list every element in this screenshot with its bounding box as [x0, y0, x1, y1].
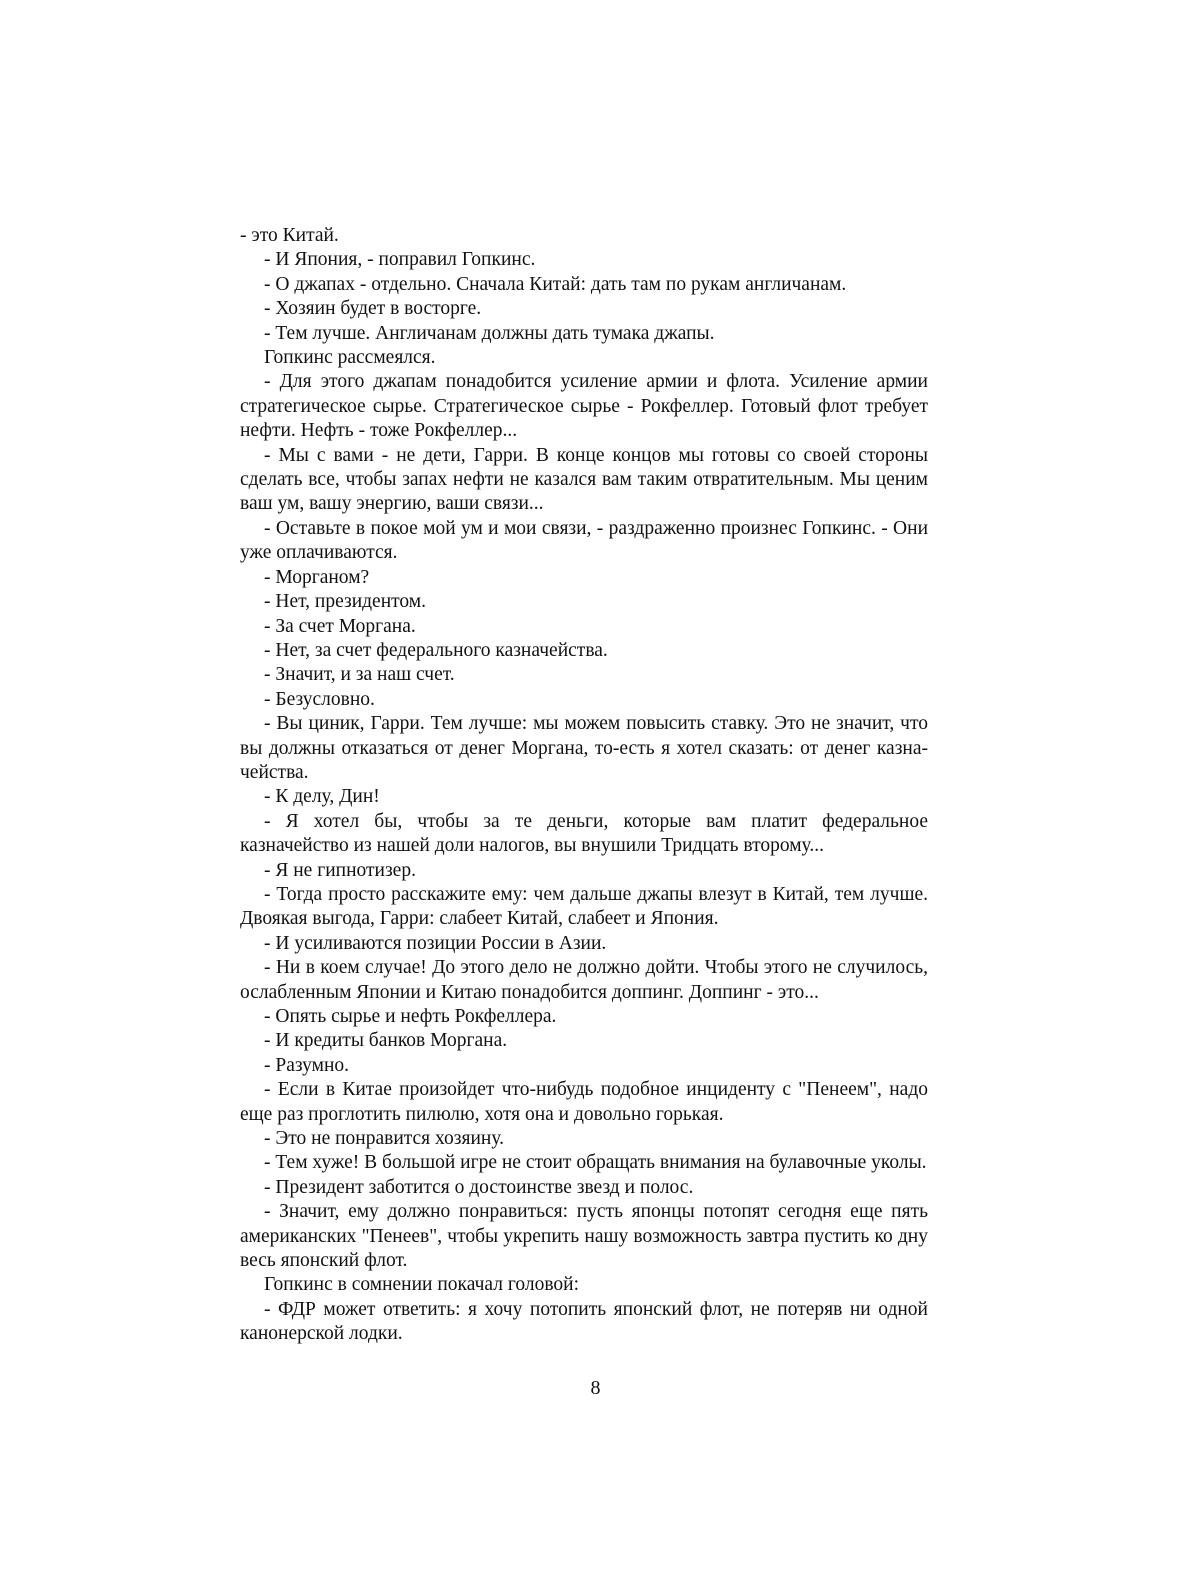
paragraph: - Морганом? [264, 566, 370, 588]
paragraph: - Президент заботится о достоинстве звезд и полос. [264, 1176, 694, 1198]
paragraph: - И Япония, - поправил Гопкинс. [264, 249, 536, 271]
paragraph: - Это не понравится хозяину. [264, 1128, 504, 1150]
paragraph: - Безусловно. [264, 688, 375, 710]
page-number: 8 [590, 1377, 601, 1399]
paragraph: Гопкинс в сомнении покачал головой: [264, 1274, 579, 1296]
paragraph: - Нет, президентом. [264, 591, 426, 613]
paragraph: - это Китай. [240, 225, 339, 246]
paragraph: Гопкинс рассмеялся. [264, 347, 436, 369]
paragraph: - Я хотел бы, чтобы за те деньги, которые вам платит федеральное казначейство из нашей доли налогов, вы внушили Тридцать второму... [240, 810, 928, 857]
paragraph: - Нет, за счет федерального казначейства. [264, 639, 608, 661]
paragraph: - Опять сырье и нефть Рокфеллера. [264, 1006, 557, 1027]
body-text [240, 224, 928, 1347]
paragraph: - Разумно. [264, 1054, 350, 1076]
paragraph: - К делу, Дин! [264, 786, 380, 808]
paragraph: - Хозяин будет в восторге. [264, 298, 482, 320]
paragraph: - Тогда просто расскажите ему: чем дальше джапы влезут в Китай, тем лучше. Двоякая выгода, Гарри: слабеет Китай, слабеет и Япония. [240, 883, 928, 930]
paragraph: - За счет Моргана. [264, 615, 416, 637]
paragraph: - Для этого джапам понадобится усиление армии и флота. Усиление армии стратегическое сырье. Стратегическое сырье - Рокфеллер. Готовый флот требует нефти. Нефть - тоже Рокфеллер... [240, 371, 928, 442]
paragraph: - Вы циник, Гарри. Тем лучше: мы можем повысить ставку. Это не значит, что вы должны отказаться от денег Моргана, то-есть я хотел сказать: от денег казначейства. [240, 713, 928, 783]
paragraph: - Тем хуже! В большой игре не стоит обращать внимания на булавочные уколы. [264, 1152, 927, 1174]
paragraph: - О джапах - отдельно. Сначала Китай: дать там по рукам англичанам. [264, 273, 847, 295]
paragraph: - Оставьте в покое мой ум и мои связи, - раздраженно произнес Гопкинс. - Они уже оплачиваются. [240, 517, 928, 564]
paragraph: - Значит, и за наш счет. [264, 664, 455, 686]
paragraph: - И кредиты банков Моргана. [264, 1030, 508, 1052]
paragraph: - Мы с вами - не дети, Гарри. В конце концов мы готовы со своей стороны сделать все, чтобы запах нефти не казался вам таким отвратительным. Мы ценим ваш ум, вашу энергию, ваши связи... [240, 444, 928, 515]
paragraph: - Значит, ему должно понравиться: пусть японцы потопят сегодня еще пять американских "Пенеев", чтобы укрепить нашу возможность завтра пустить ко дну весь японский флот. [240, 1201, 928, 1272]
paragraph: - И усиливаются позиции России в Азии. [264, 932, 607, 954]
paragraph: - Если в Китае произойдет что-нибудь подобное инциденту с "Пенеем", надо еще раз проглотить пилюлю, хотя она и довольно горькая. [240, 1079, 928, 1125]
paragraph: - Я не гипнотизер. [264, 859, 416, 881]
paragraph: - Тем лучше. Англичанам должны дать тумака джапы. [264, 322, 715, 344]
paragraph: - ФДР может ответить: я хочу потопить японский флот, не потеряв ни одной канонерской лодки. [240, 1298, 928, 1345]
paragraph: - Ни в коем случае! До этого дело не должно дойти. Чтобы этого не случилось, ослабленным Японии и Китаю понадобится доппинг. Доппинг - это... [240, 957, 928, 1003]
